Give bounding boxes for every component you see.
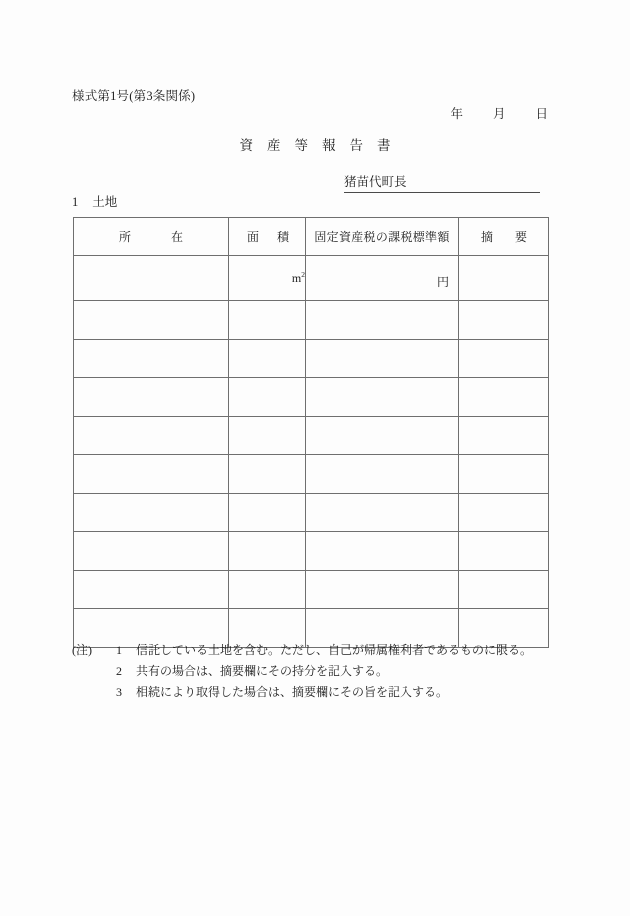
column-header-location-text: 所在 (118, 230, 223, 244)
note-number: 2 (116, 664, 122, 678)
addressee-field: 猪苗代町長 (344, 172, 540, 193)
page-title: 資産等報告書 (239, 138, 405, 153)
column-header-location (74, 218, 229, 256)
cell-area[interactable] (229, 378, 306, 417)
table-row (74, 493, 549, 532)
column-header-remarks (459, 218, 549, 256)
note-text: 信託している土地を含む。ただし、自己が帰属権利者であるものに限る。 (136, 643, 533, 657)
table-row (74, 532, 549, 571)
section-label: 土地 (92, 195, 118, 209)
note-number: 1 (116, 643, 122, 657)
cell-area[interactable] (229, 301, 306, 340)
cell-location[interactable] (74, 455, 229, 494)
cell-remarks[interactable] (459, 339, 549, 378)
note-text: 共有の場合は、摘要欄にその持分を記入する。 (136, 664, 389, 678)
table-row (74, 455, 549, 494)
cell-tax[interactable] (306, 455, 459, 494)
cell-location[interactable] (74, 339, 229, 378)
column-header-area (229, 218, 306, 256)
form-code: 様式第1号(第3条関係) (72, 89, 196, 103)
cell-area[interactable] (229, 339, 306, 378)
cell-tax[interactable] (306, 493, 459, 532)
table-row (74, 378, 549, 417)
cell-area[interactable] (229, 493, 306, 532)
cell-area[interactable] (229, 532, 306, 571)
cell-location-unit[interactable] (74, 256, 229, 301)
notes-label: (注) (72, 643, 92, 657)
cell-area[interactable] (229, 416, 306, 455)
cell-remarks[interactable] (459, 570, 549, 609)
note-number: 3 (116, 685, 122, 699)
cell-tax-unit[interactable] (306, 256, 459, 301)
unit-square-meter: m (291, 270, 302, 285)
table-row (74, 416, 549, 455)
cell-location[interactable] (74, 378, 229, 417)
table-row (74, 301, 549, 340)
cell-remarks[interactable] (459, 378, 549, 417)
cell-location[interactable] (74, 532, 229, 571)
table-row (74, 339, 549, 378)
cell-remarks[interactable] (459, 301, 549, 340)
unit-square-meter-exponent: 2 (301, 269, 305, 279)
cell-tax[interactable] (306, 301, 459, 340)
date-day-label: 日 (535, 107, 548, 121)
date-month-label: 月 (492, 107, 506, 121)
cell-remarks[interactable] (459, 532, 549, 571)
cell-location[interactable] (74, 301, 229, 340)
cell-remarks-unit[interactable] (459, 256, 549, 301)
section-heading-land (72, 192, 117, 210)
cell-area[interactable] (229, 455, 306, 494)
cell-location[interactable] (74, 493, 229, 532)
section-number: 1 (72, 195, 79, 209)
table-unit-row (74, 256, 549, 301)
table-header-row (74, 218, 549, 256)
cell-tax[interactable] (306, 532, 459, 571)
unit-yen: 円 (436, 274, 449, 289)
note-item (72, 682, 572, 703)
notes-block (72, 640, 572, 703)
table-row (74, 570, 549, 609)
cell-location[interactable] (74, 570, 229, 609)
cell-tax[interactable] (306, 570, 459, 609)
date-line (0, 104, 630, 122)
cell-area[interactable] (229, 570, 306, 609)
land-asset-table (73, 217, 549, 648)
column-header-remarks-text: 摘要 (481, 230, 550, 244)
cell-tax[interactable] (306, 378, 459, 417)
cell-remarks[interactable] (459, 416, 549, 455)
column-header-area-text: 面積 (247, 230, 308, 244)
column-header-tax-base: 固定資産税の課税標準額 (306, 218, 459, 256)
cell-location[interactable] (74, 416, 229, 455)
cell-tax[interactable] (306, 339, 459, 378)
table-body (74, 256, 549, 648)
date-year-label: 年 (450, 107, 463, 121)
cell-remarks[interactable] (459, 493, 549, 532)
note-item (72, 640, 572, 661)
note-item (72, 661, 572, 682)
cell-remarks[interactable] (459, 455, 549, 494)
cell-tax[interactable] (306, 416, 459, 455)
note-text: 相続により取得した場合は、摘要欄にその旨を記入する。 (136, 685, 449, 699)
cell-area-unit[interactable] (229, 256, 306, 301)
